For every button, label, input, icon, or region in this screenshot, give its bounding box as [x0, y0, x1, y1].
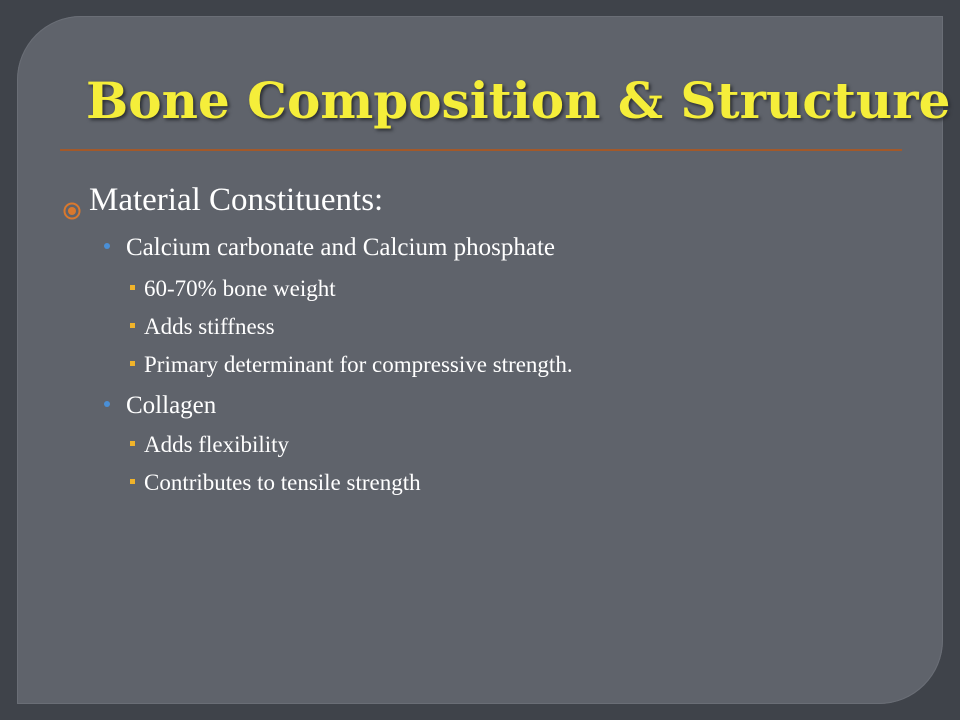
list-item [104, 233, 555, 263]
list-item [130, 313, 275, 341]
list-item [130, 275, 336, 303]
list-item [130, 431, 289, 459]
square-icon [130, 479, 135, 484]
list-item-text: Contributes to tensile strength [144, 470, 421, 495]
square-icon [130, 441, 135, 446]
dot-icon [104, 401, 110, 407]
list-item-text: Adds flexibility [144, 432, 290, 457]
list-item-text: 60-70% bone weight [144, 276, 336, 301]
list-item [130, 469, 421, 497]
list-item-text: Collagen [126, 392, 217, 419]
list-item [130, 351, 573, 379]
circled-dot-icon [63, 190, 81, 208]
square-icon [130, 361, 135, 366]
list-item [104, 391, 216, 421]
list-item-text: Adds stiffness [144, 314, 275, 339]
bullet-heading [63, 180, 383, 220]
dot-icon [104, 243, 110, 249]
list-item-text: Calcium carbonate and Calcium phosphate [126, 234, 556, 261]
square-icon [130, 285, 135, 290]
square-icon [130, 323, 135, 328]
slide-title: Bone Composition & Structure [86, 71, 951, 130]
heading-text: Material Constituents: [89, 182, 384, 218]
list-item-text: Primary determinant for compressive strength. [144, 352, 573, 377]
